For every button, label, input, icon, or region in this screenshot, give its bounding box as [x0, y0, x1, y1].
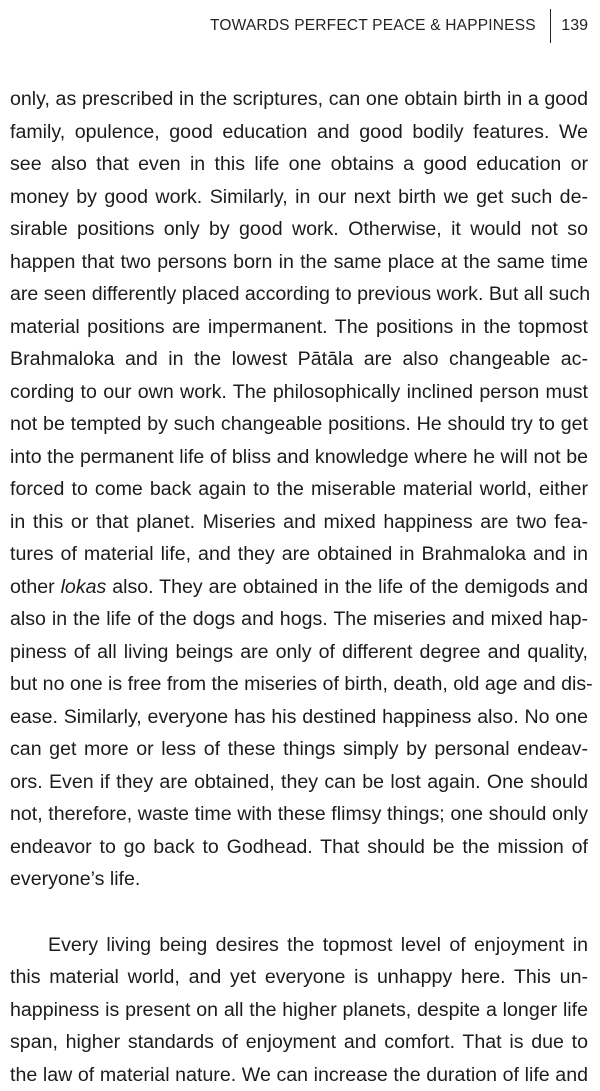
text-line: span, higher standards of enjoyment and comfort. That is due to [10, 1026, 588, 1059]
text-line: not be tempted by such changeable positions. He should try to get [10, 408, 588, 441]
text-line: ors. Even if they are obtained, they can be lost again. One should [10, 766, 588, 799]
text-line: this material world, and yet everyone is unhappy here. This un- [10, 961, 588, 994]
text-line: sirable positions only by good work. Otherwise, it would not so [10, 213, 588, 246]
text-line: Every living being desires the topmost level of enjoyment in [10, 929, 588, 962]
text-line: tures of material life, and they are obtained in Brahmaloka and in [10, 538, 588, 571]
text-line: happiness is present on all the higher planets, despite a longer life [10, 994, 588, 1027]
text-line: only, as prescribed in the scriptures, can one obtain birth in a good [10, 83, 588, 116]
text-line: ease. Similarly, everyone has his destined happiness also. No one [10, 701, 588, 734]
paragraph-spacer [10, 896, 588, 929]
text-line: see also that even in this life one obtains a good education or [10, 148, 588, 181]
paragraph-2 [10, 929, 588, 1091]
text-line: into the permanent life of bliss and knowledge where he will not be [10, 441, 588, 474]
italic-term: lokas [61, 576, 107, 598]
paragraph-1 [10, 83, 588, 896]
text-line: family, opulence, good education and good bodily features. We [10, 116, 588, 149]
text-line: money by good work. Similarly, in our next birth we get such de- [10, 181, 588, 214]
text-line: piness of all living beings are only of different degree and quality, [10, 636, 588, 669]
header-divider [550, 9, 552, 43]
text-line: endeavor to go back to Godhead. That should be the mission of [10, 831, 588, 864]
text-line: cording to our own work. The philosophically inclined person must [10, 376, 588, 409]
text-line: are seen differently placed according to previous work. But all such [10, 278, 588, 311]
text-line: everyone’s life. [10, 863, 588, 896]
running-title: TOWARDS PERFECT PEACE & HAPPINESS [210, 17, 536, 35]
text-line: but no one is free from the miseries of birth, death, old age and dis- [10, 668, 588, 701]
text-line: Brahmaloka and in the lowest Pātāla are also changeable ac- [10, 343, 588, 376]
text-line: also in the life of the dogs and hogs. The miseries and mixed hap- [10, 603, 588, 636]
text-line: material positions are impermanent. The positions in the topmost [10, 311, 588, 344]
text-line: the law of material nature. We can increase the duration of life and [10, 1059, 588, 1091]
page-number: 139 [561, 17, 588, 35]
text-line: not, therefore, waste time with these flimsy things; one should only [10, 798, 588, 831]
text-line: other lokas also. They are obtained in the life of the demigods and [10, 571, 588, 604]
text-line: happen that two persons born in the same place at the same time [10, 246, 588, 279]
text-line: can get more or less of these things simply by personal endeav- [10, 733, 588, 766]
text-line: forced to come back again to the miserable material world, either [10, 473, 588, 506]
running-head [210, 10, 588, 42]
body-text [10, 83, 588, 1091]
text-line: in this or that planet. Miseries and mixed happiness are two fea- [10, 506, 588, 539]
